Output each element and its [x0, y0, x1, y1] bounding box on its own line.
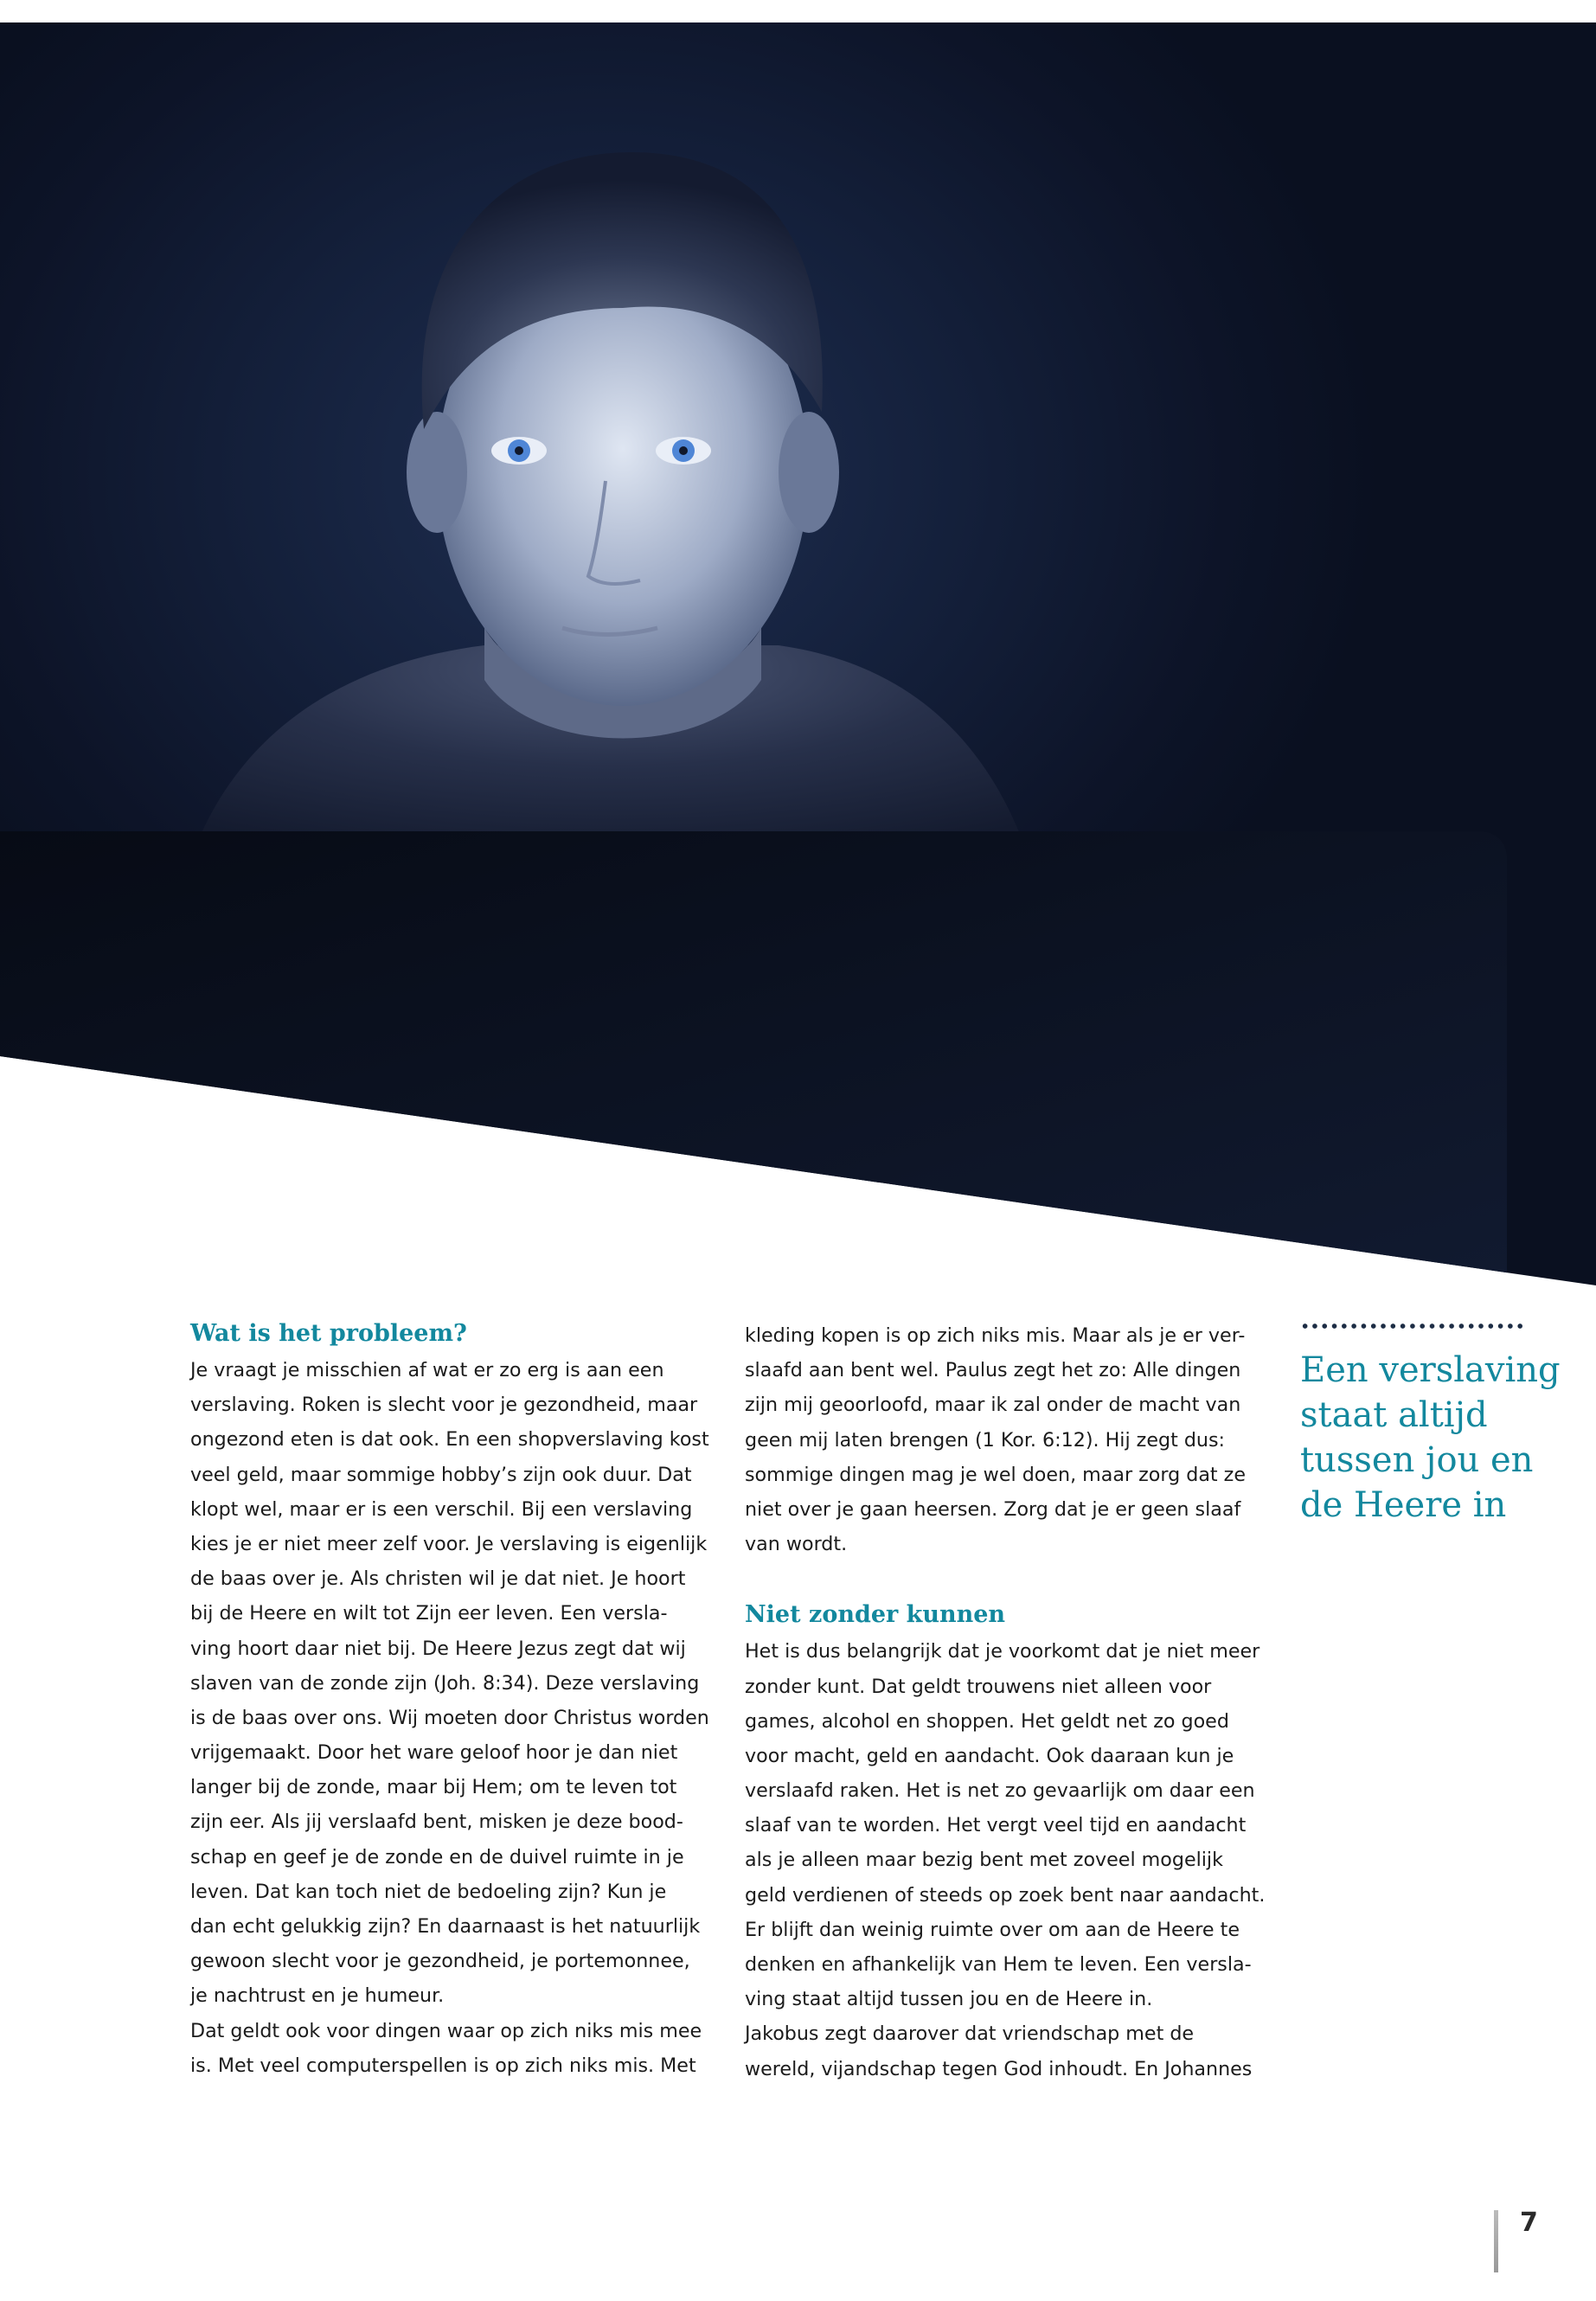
- paragraph-gap: [745, 1561, 1264, 1596]
- text-line: de baas over je. Als christen wil je dat niet. Je hoort: [190, 1567, 686, 1591]
- text-line: denken en afhankelijk van Hem te leven. Een versla-: [745, 1953, 1252, 1976]
- text-line: is. Met veel computerspellen is op zich niks mis. Met: [190, 2054, 696, 2077]
- text-line: niet over je gaan heersen. Zorg dat je er geen slaaf: [745, 1497, 1241, 1521]
- text-line: Er blijft dan weinig ruimte over om aan de Heere te: [745, 1918, 1240, 1941]
- body-text: [745, 1318, 1264, 1561]
- section-heading-wat-is-het-probleem: Wat is het probleem?: [190, 1320, 467, 1347]
- text-line: ving staat altijd tussen jou en de Heere in.: [745, 1988, 1153, 2011]
- text-line: ongezond eten is dat ook. En een shopverslaving kost: [190, 1428, 709, 1452]
- text-line: van wordt.: [745, 1533, 848, 1556]
- text-line: zonder kunt. Dat geldt trouwens niet alleen voor: [745, 1675, 1212, 1698]
- boy-at-laptop-illustration: [0, 22, 1596, 1285]
- text-line: geld verdienen of steeds op zoek bent naar aandacht.: [745, 1883, 1266, 1907]
- text-line: verslaving. Roken is slecht voor je gezondheid, maar: [190, 1394, 698, 1417]
- section-heading-niet-zonder-kunnen: Niet zonder kunnen: [745, 1601, 1006, 1629]
- text-line: slaaf van te worden. Het vergt veel tijd en aandacht: [745, 1814, 1247, 1837]
- text-line: kleding kopen is op zich niks mis. Maar als je er ver-: [745, 1324, 1246, 1347]
- body-text: [190, 1353, 709, 2083]
- text-line: ving hoort daar niet bij. De Heere Jezus zegt dat wij: [190, 1637, 686, 1660]
- article-column-right: [745, 1318, 1264, 2086]
- article-column-left: [190, 1315, 709, 2083]
- text-line: als je alleen maar bezig bent met zoveel mogelijk: [745, 1849, 1223, 1872]
- text-line: slaafd aan bent wel. Paulus zegt het zo: Alle dingen: [745, 1359, 1241, 1382]
- text-line: veel geld, maar sommige hobby’s zijn ook duur. Dat: [190, 1463, 692, 1486]
- text-line: verslaafd raken. Het is net zo gevaarlijk om daar een: [745, 1779, 1255, 1803]
- text-line: voor macht, geld en aandacht. Ook daaraan kun je: [745, 1744, 1234, 1767]
- text-line: geen mij laten brengen (1 Kor. 6:12). Hij zegt dus:: [745, 1428, 1225, 1452]
- text-line: zijn eer. Als jij verslaafd bent, misken je deze bood-: [190, 1811, 683, 1834]
- page-number-bar: [1494, 2210, 1498, 2272]
- text-line: vrijgemaakt. Door het ware geloof hoor je dan niet: [190, 1741, 678, 1765]
- text-line: slaven van de zonde zijn (Joh. 8:34). Deze verslaving: [190, 1671, 700, 1695]
- text-line: dan echt gelukkig zijn? En daarnaast is het natuurlijk: [190, 1915, 701, 1938]
- body-text: [745, 1634, 1264, 2086]
- pull-quote-line: tussen jou en: [1300, 1440, 1534, 1480]
- text-line: schap en geef je de zonde en de duivel ruimte in je: [190, 1845, 684, 1868]
- text-line: je nachtrust en je humeur.: [190, 1984, 445, 2008]
- text-line: Dat geldt ook voor dingen waar op zich niks mis mee: [190, 2019, 702, 2042]
- text-line: Je vraagt je misschien af wat er zo erg is aan een: [190, 1359, 664, 1381]
- text-line: Het is dus belangrijk dat je voorkomt dat je niet meer: [745, 1640, 1260, 1663]
- pull-quote: [1300, 1348, 1586, 1528]
- text-line: langer bij de zonde, maar bij Hem; om te leven tot: [190, 1776, 677, 1799]
- hero-photo: [0, 22, 1596, 1285]
- text-line: gewoon slecht voor je gezondheid, je portemonnee,: [190, 1950, 690, 1973]
- text-line: is de baas over ons. Wij moeten door Christus worden: [190, 1706, 709, 1729]
- text-line: klopt wel, maar er is een verschil. Bij een verslaving: [190, 1497, 693, 1521]
- text-line: kies je er niet meer zelf voor. Je verslaving is eigenlijk: [190, 1532, 708, 1555]
- page-number: 7: [1520, 2208, 1538, 2238]
- text-line: zijn mij geoorloofd, maar ik zal onder de macht van: [745, 1394, 1241, 1417]
- text-line: games, alcohol en shoppen. Het geldt net zo goed: [745, 1709, 1229, 1733]
- dotted-divider: [1300, 1323, 1527, 1330]
- text-line: leven. Dat kan toch niet de bedoeling zijn? Kun je: [190, 1880, 667, 1903]
- text-line: Jakobus zegt daarover dat vriendschap met de: [745, 2022, 1195, 2046]
- text-line: wereld, vijandschap tegen God inhoudt. En Johannes: [745, 2057, 1253, 2080]
- text-line: sommige dingen mag je wel doen, maar zorg dat ze: [745, 1463, 1246, 1486]
- pull-quote-line: de Heere in: [1300, 1485, 1507, 1525]
- pull-quote-line: Een verslaving: [1300, 1350, 1561, 1390]
- text-line: bij de Heere en wilt tot Zijn eer leven. Een versla-: [190, 1602, 668, 1625]
- pull-quote-line: staat altijd: [1300, 1395, 1488, 1435]
